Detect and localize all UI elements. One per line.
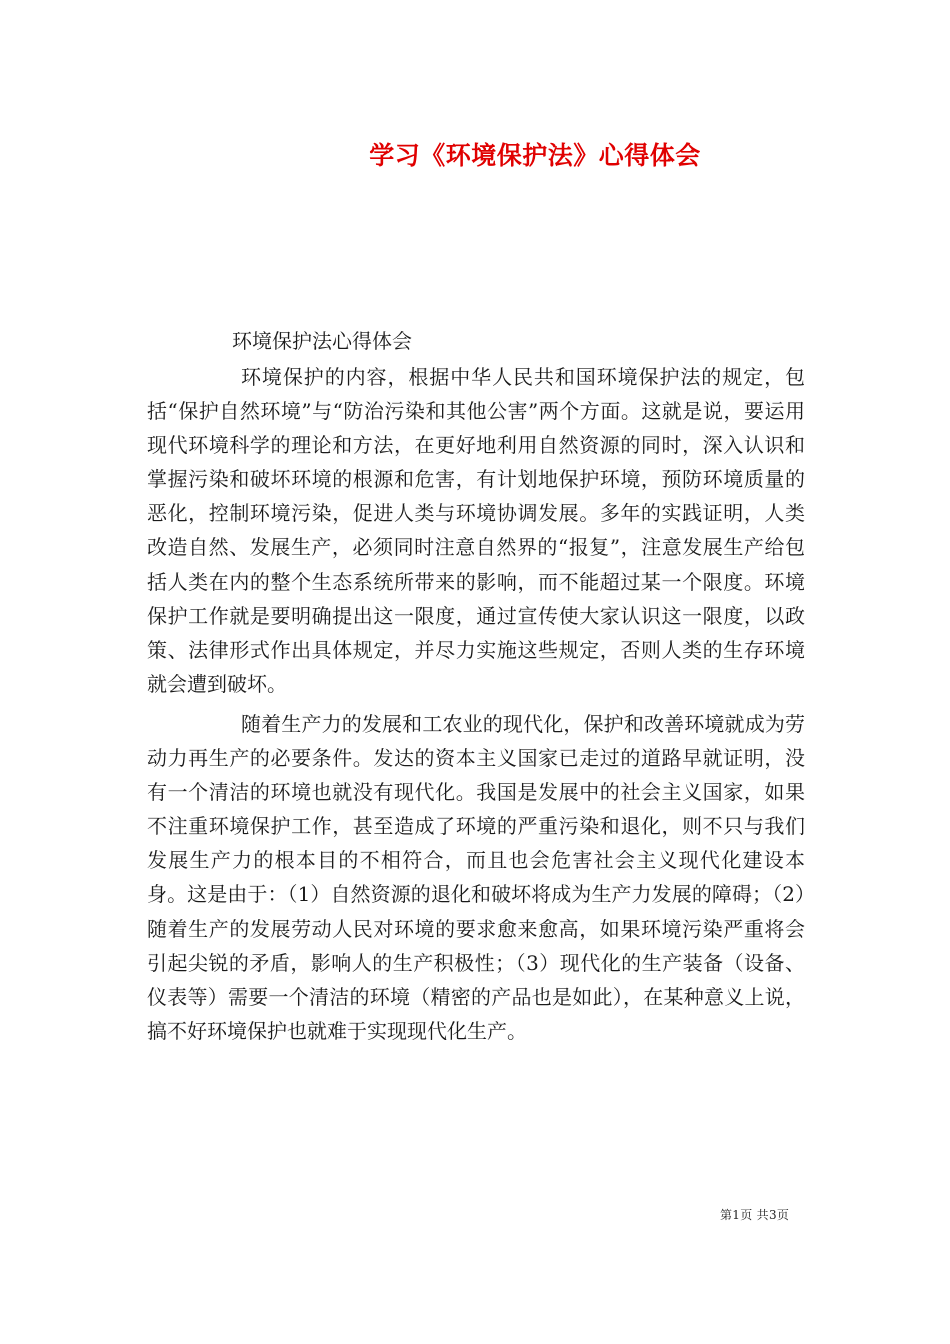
document-title: 学习《环境保护法》心得体会 bbox=[369, 141, 701, 170]
document-body bbox=[147, 360, 805, 1048]
page-footer: 第1页 共3页 bbox=[720, 1208, 790, 1222]
paragraph-1: 环境保护的内容，根据中华人民共和国环境保护法的规定，包括“保护自然环境”与“防治污染和其他公害”两个方面。这就是说，要运用现代环境科学的理论和方法，在更好地利用自然资源的同时，深入认识和掌握污染和破坏环境的根源和危害，有计划地保护环境，预防环境质量的恶化，控制环境污染，促进人类与环境协调发展。多年的实践证明，人类改造自然、发展生产，必须同时注意自然界的“报复”，注意发展生产给包括人类在内的整个生态系统所带来的影响，而不能超过某一个限度。环境保护工作就是要明确提出这一限度，通过宣传使大家认识这一限度，以政策、法律形式作出具体规定，并尽力实施这些规定，否则人类的生存环境就会遭到破坏。 bbox=[147, 365, 805, 696]
document-subtitle: 环境保护法心得体会 bbox=[232, 329, 412, 353]
paragraph-2: 随着生产力的发展和工农业的现代化，保护和改善环境就成为劳动力再生产的必要条件。发达的资本主义国家已走过的道路早就证明，没有一个清洁的环境也就没有现代化。我国是发展中的社会主义国家，如果不注重环境保护工作，甚至造成了环境的严重污染和退化，则不只与我们发展生产力的根本目的不相符合，而且也会危害社会主义现代化建设本身。这是由于：（1）自然资源的退化和破坏将成为生产力发展的障碍；（2）随着生产的发展劳动人民对环境的要求愈来愈高，如果环境污染严重将会引起尖锐的矛盾，影响人的生产积极性；（3）现代化的生产装备（设备、仪表等）需要一个清洁的环境（精密的产品也是如此），在某种意义上说，搞不好环境保护也就难于实现现代化生产。 bbox=[147, 711, 805, 1043]
